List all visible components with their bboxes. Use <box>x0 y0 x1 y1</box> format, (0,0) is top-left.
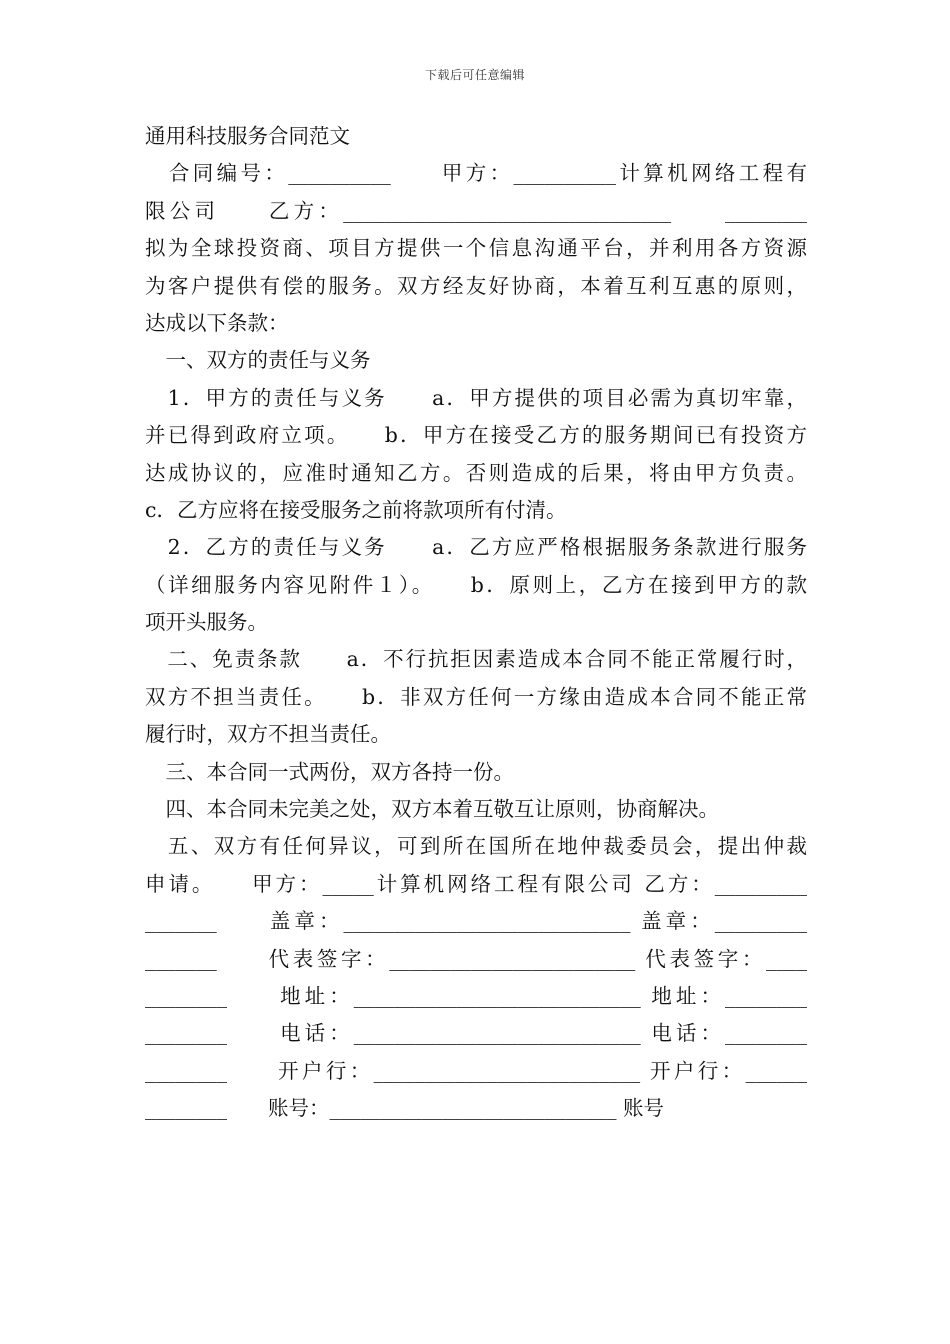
signature-line: _______ 盖章：____________________________ 盖章：_________ <box>145 909 807 934</box>
contract-body <box>145 118 807 1128</box>
signature-line: _______ 代表签字：________________________ 代表签字：____ <box>145 946 807 971</box>
text-line: 履行时，双方不担当责任。 <box>145 722 391 747</box>
document-title: 通用科技服务合同范文 <box>145 124 350 148</box>
section-heading: 四、本合同未完美之处，双方本着互敬互让原则，协商解决。 <box>145 797 719 822</box>
text-line: （详细服务内容见附件１）。 b．原则上，乙方在接到甲方的款 <box>145 572 807 597</box>
text-line: 项开头服务。 <box>145 610 268 635</box>
signature-line: ________ 账号：____________________________ 账号 <box>145 1096 665 1121</box>
section-heading: 五、双方有任何异议，可到所在国所在地仲裁委员会，提出仲裁 <box>145 834 807 859</box>
text-line: 二、免责条款 a．不行抗拒因素造成本合同不能正常履行时， <box>145 647 807 672</box>
page-header: 下载后可任意编辑 <box>424 68 525 82</box>
text-line: 限公司 乙方：________________________________ ________ <box>145 198 807 223</box>
text-line: 合同编号：__________ 甲方：__________计算机网络工程有 <box>145 161 807 186</box>
signature-line: ________ 开户行：__________________________ 开户行：______ <box>145 1058 807 1083</box>
text-line: 2．乙方的责任与义务 a．乙方应严格根据服务条款进行服务 <box>145 535 807 560</box>
signature-line: 申请。 甲方：_____计算机网络工程有限公司 乙方：_________ <box>145 871 807 896</box>
text-line: 并已得到政府立项。 b．甲方在接受乙方的服务期间已有投资方 <box>145 423 807 448</box>
signature-line: ________ 电话：____________________________ 电话：________ <box>145 1021 807 1046</box>
signature-line: ________ 地址：____________________________ 地址：________ <box>145 983 807 1008</box>
text-line: 拟为全球投资商、项目方提供一个信息沟通平台，并利用各方资源 <box>145 236 807 261</box>
text-line: 达成协议的，应准时通知乙方。否则造成的后果，将由甲方负责。 <box>145 460 807 485</box>
text-line: 达成以下条款： <box>145 310 289 335</box>
text-line: 为客户提供有偿的服务。双方经友好协商，本着互利互惠的原则， <box>145 273 807 298</box>
text-line: 1．甲方的责任与义务 a．甲方提供的项目必需为真切牢靠， <box>145 385 807 410</box>
section-heading: 三、本合同一式两份，双方各持一份。 <box>145 759 514 784</box>
text-line: 双方不担当责任。 b．非双方任何一方缘由造成本合同不能正常 <box>145 684 807 709</box>
section-heading: 一、双方的责任与义务 <box>145 348 371 373</box>
text-line: c．乙方应将在接受服务之前将款项所有付清。 <box>145 497 567 522</box>
